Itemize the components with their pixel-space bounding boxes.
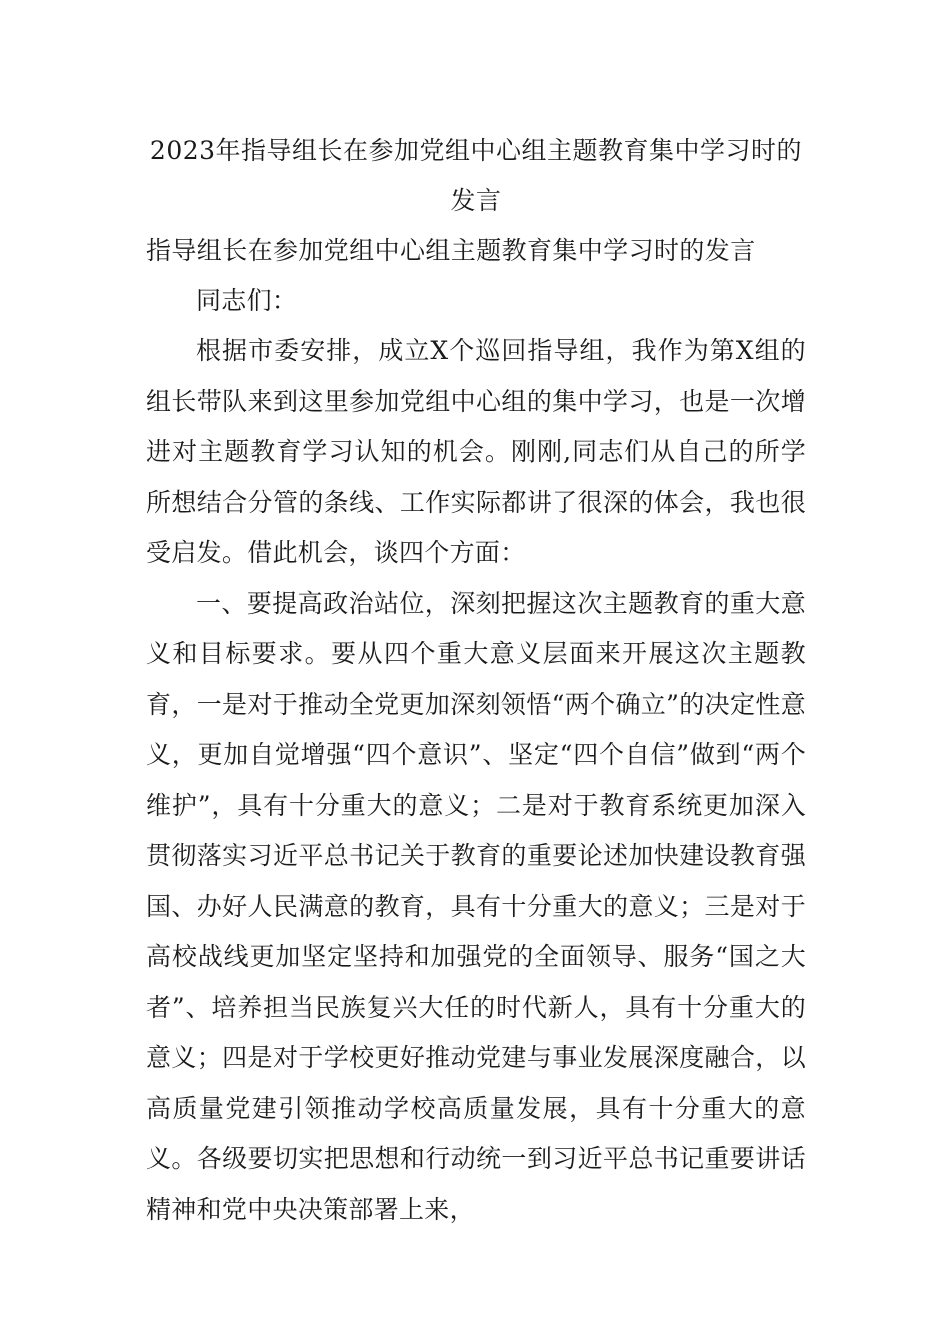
paragraph-section-one: 一、要提高政治站位，深刻把握这次主题教育的重大意义和目标要求。要从四个重大意义层面来开展这次主题教育，一是对于推动全党更加深刻领悟“两个确立”的决定性意义，更加自觉增强“四个意识”、坚定“四个自信”做到“两个维护”，具有十分重大的意义；二是对于教育系统更加深入贯彻落实习近平总书记关于教育的重要论述加快建设教育强国、办好人民满意的教育，具有十分重大的意义；三是对于高校战线更加坚定坚持和加强党的全面领导、服务“国之大者”、培养担当民族复兴大任的时代新人，具有十分重大的意义；四是对于学校更好推动党建与事业发展深度融合，以高质量党建引领推动学校高质量发展，具有十分重大的意义。各级要切实把思想和行动统一到习近平总书记重要讲话精神和党中央决策部署上来， [146, 588, 806, 1224]
greeting: 同志们： [196, 286, 298, 315]
document-subtitle: 指导组长在参加党组中心组主题教育集中学习时的发言 [146, 236, 756, 265]
document-page [146, 126, 806, 1235]
paragraph-intro: 根据市委安排，成立X个巡回指导组，我作为第X组的组长带队来到这里参加党组中心组的集中学习，也是一次增进对主题教育学习认知的机会。刚刚,同志们从自己的所学所想结合分管的条线、工作实际都讲了很深的体会，我也很受启发。借此机会，谈四个方面： [146, 336, 806, 567]
document-title: 2023年指导组长在参加党组中心组主题教育集中学习时的发言 [149, 136, 803, 215]
